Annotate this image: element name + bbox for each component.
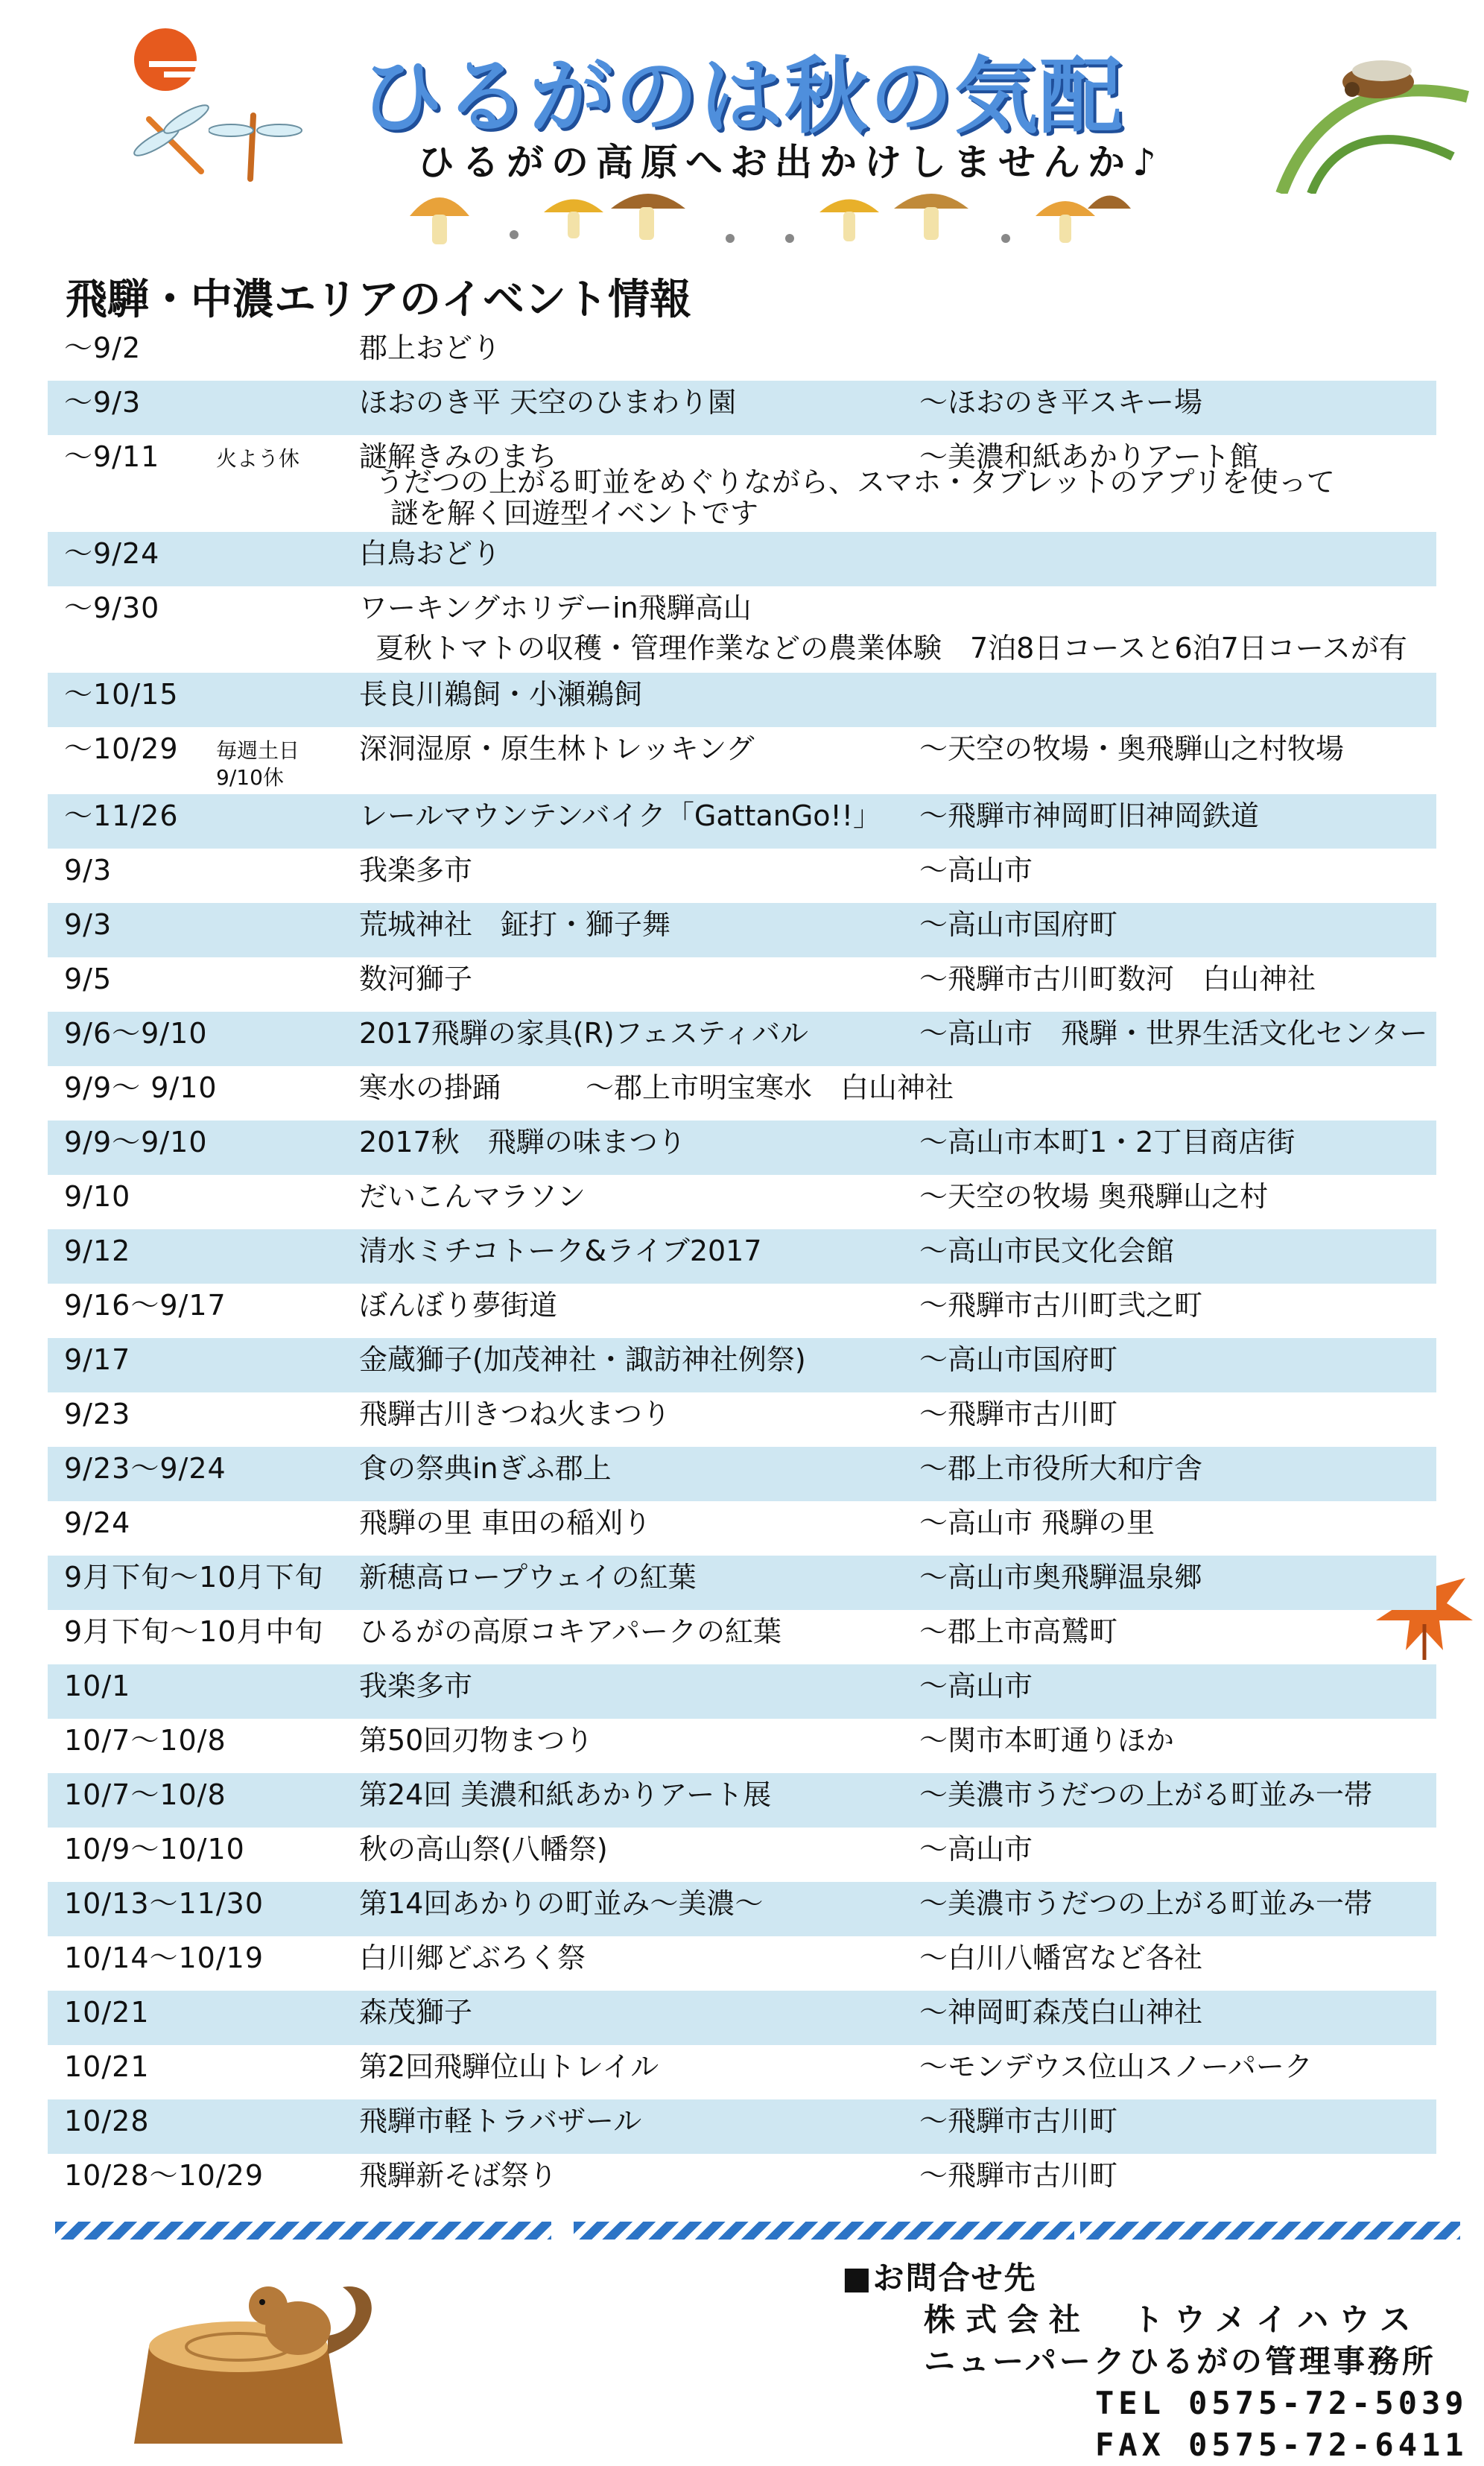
event-name: 謎解きみのまち (359, 440, 558, 473)
event-name: 2017飛騨の家具(R)フェスティバル (359, 1017, 809, 1050)
event-name: 白鳥おどり (359, 537, 501, 570)
table-row (48, 1012, 1436, 1066)
event-location: ～高山市本町1・2丁目商店街 (919, 1126, 1296, 1158)
table-row (48, 586, 1436, 673)
event-location: ～美濃和紙あかりアート館 (919, 440, 1258, 473)
event-name: 我楽多市 (359, 1670, 473, 1702)
event-location: ～高山市 (919, 854, 1033, 887)
event-date: 9/5 (64, 963, 112, 995)
event-location: ～飛騨市神岡町旧神岡鉄道 (919, 799, 1260, 832)
table-row (48, 794, 1436, 849)
event-date: 10/9～10/10 (64, 1833, 245, 1866)
event-location: ～天空の牧場・奥飛騨山之村牧場 (919, 732, 1345, 765)
event-date: 10/28 (64, 2105, 150, 2137)
event-date: 9/16～9/17 (64, 1289, 226, 1322)
table-row (48, 1338, 1436, 1392)
table-row (48, 903, 1436, 957)
divider-stripe (574, 2222, 1074, 2240)
event-date: 9/3 (64, 908, 112, 941)
event-name: 第50回刃物まつり (359, 1724, 594, 1757)
table-row (48, 1392, 1436, 1447)
contact-tel: TEL 0575-72-5039 (1095, 2385, 1468, 2421)
mushroom-icon (402, 179, 1132, 253)
event-name: 飛騨の里 車田の稲刈り (359, 1506, 652, 1539)
table-row (48, 1936, 1436, 1991)
table-row (48, 1284, 1436, 1338)
table-row (48, 1556, 1436, 1610)
event-name: 金蔵獅子(加茂神社・諏訪神社例祭) (359, 1343, 806, 1376)
event-name: 第2回飛騨位山トレイル (359, 2050, 659, 2083)
event-date: ～11/26 (64, 799, 179, 832)
event-location: ～関市本町通りほか (919, 1724, 1175, 1757)
table-row (48, 381, 1436, 435)
table-row (48, 2045, 1436, 2099)
event-date: 9月下旬～10月下旬 (64, 1561, 324, 1594)
contact-company: 株式会社 トウメイハウス (924, 2301, 1421, 2338)
event-date: 9/17 (64, 1343, 131, 1376)
event-date: ～9/30 (64, 592, 160, 624)
event-location: ～郡上市高鷲町 (919, 1615, 1118, 1648)
table-row (48, 1991, 1436, 2045)
table-row (48, 1175, 1436, 1229)
event-name: 郡上おどり (359, 332, 501, 364)
event-name: 飛騨新そば祭り (359, 2159, 558, 2192)
table-row (48, 326, 1436, 381)
event-name: 森茂獅子 (359, 1996, 473, 2029)
event-date: 10/7～10/8 (64, 1724, 226, 1757)
event-name: ほおのき平 天空のひまわり園 (359, 386, 737, 419)
event-location: ～飛騨市古川町 (919, 1398, 1118, 1430)
section-title: 飛騨・中濃エリアのイベント情報 (66, 276, 691, 324)
event-name: 飛騨市軽トラバザール (359, 2105, 642, 2137)
event-location: ～神岡町森茂白山神社 (919, 1996, 1203, 2029)
event-date: ～10/29 (64, 732, 179, 765)
event-date: 9/6～9/10 (64, 1017, 208, 1050)
event-date: ～9/24 (64, 537, 160, 570)
table-row (48, 2099, 1436, 2154)
event-date: 9月下旬～10月中旬 (64, 1615, 324, 1648)
contact-office: ニューパークひるがの管理事務所 (924, 2343, 1436, 2380)
event-location: ～飛騨市古川町数河 白山神社 (919, 963, 1316, 995)
event-name: 清水ミチコトーク&ライブ2017 (359, 1234, 762, 1267)
event-table (48, 326, 1436, 2208)
event-location: ～高山市奥飛騨温泉郷 (919, 1561, 1203, 1594)
event-date: ～9/11 (64, 440, 160, 473)
event-location: ～白川八幡宮など各社 (919, 1942, 1203, 1974)
event-date: 10/1 (64, 1670, 131, 1702)
event-name: 新穂高ロープウェイの紅葉 (359, 1561, 697, 1594)
event-date: 9/23 (64, 1398, 131, 1430)
event-date: 9/12 (64, 1234, 131, 1267)
event-date: ～9/3 (64, 386, 142, 419)
event-note: 火よう休 (216, 446, 300, 471)
event-location: ～飛騨市古川町 (919, 2105, 1118, 2137)
event-date: ～10/15 (64, 678, 179, 711)
event-date: 10/13～11/30 (64, 1887, 264, 1920)
event-location: ～美濃市うだつの上がる町並み一帯 (919, 1887, 1373, 1920)
event-date: 10/21 (64, 2050, 150, 2083)
event-location: ～飛騨市古川町 (919, 2159, 1118, 2192)
event-location: ～モンデウス位山スノーパーク (919, 2050, 1313, 2083)
squirrel-icon (216, 2265, 380, 2362)
event-description: 夏秋トマトの収穫・管理作業などの農業体験 7泊8日コースと6泊7日コースが有 (375, 632, 1407, 665)
event-date: 9/24 (64, 1506, 131, 1539)
event-location: ～高山市 (919, 1833, 1033, 1866)
event-location: ～高山市 飛騨・世界生活文化センター (919, 1017, 1428, 1050)
table-row (48, 1121, 1436, 1175)
event-location: ～天空の牧場 奥飛騨山之村 (919, 1180, 1269, 1213)
event-name: 白川郷どぶろく祭 (359, 1942, 586, 1974)
event-name: ひるがの高原コキアパークの紅葉 (359, 1615, 781, 1648)
event-date: 9/10 (64, 1180, 131, 1213)
event-location: ～美濃市うだつの上がる町並み一帯 (919, 1778, 1373, 1811)
event-name: 2017秋 飛騨の味まつり (359, 1126, 686, 1158)
table-row (48, 849, 1436, 903)
event-location: ～高山市 飛騨の里 (919, 1506, 1155, 1539)
table-row (48, 1610, 1436, 1664)
event-date: 9/9～ 9/10 (64, 1071, 218, 1104)
event-date: 9/23～9/24 (64, 1452, 226, 1485)
table-row (48, 1664, 1436, 1719)
event-location: ～高山市国府町 (919, 908, 1118, 941)
event-date: 9/3 (64, 854, 112, 887)
divider-stripe (55, 2222, 551, 2240)
event-name: 荒城神社 鉦打・獅子舞 (359, 908, 671, 941)
event-name: 深洞湿原・原生林トレッキング (359, 732, 755, 765)
divider-stripe (1080, 2222, 1460, 2240)
event-name: ワーキングホリデーin飛騨高山 (359, 592, 752, 624)
table-row (48, 1882, 1436, 1936)
table-row (48, 727, 1436, 794)
event-location: ～高山市国府町 (919, 1343, 1118, 1376)
event-name: ぼんぼり夢街道 (359, 1289, 558, 1322)
event-location: ～飛騨市古川町弐之町 (919, 1289, 1203, 1322)
event-name: 寒水の掛踊 ～郡上市明宝寒水 白山神社 (359, 1071, 954, 1104)
table-row (48, 435, 1436, 532)
table-row (48, 1773, 1436, 1828)
event-name: レールマウンテンバイク「GattanGo!!」 (359, 799, 881, 832)
table-row (48, 532, 1436, 586)
event-location: ～高山市 (919, 1670, 1033, 1702)
contact-fax: FAX 0575-72-6411 (1095, 2427, 1468, 2463)
event-description: うだつの上がる町並をめぐりながら、スマホ・タブレットのアプリを使って (375, 466, 1335, 498)
event-date: 9/9～9/10 (64, 1126, 208, 1158)
event-date: 10/14～10/19 (64, 1942, 264, 1974)
table-row (48, 1229, 1436, 1284)
event-date: ～9/2 (64, 332, 142, 364)
event-location: ～ほおのき平スキー場 (919, 386, 1203, 419)
event-location: ～郡上市役所大和庁舎 (919, 1452, 1203, 1485)
table-row (48, 1447, 1436, 1501)
table-row (48, 2154, 1436, 2208)
contact-heading: ■お問合せ先 (842, 2260, 1037, 2296)
event-date: 10/7～10/8 (64, 1778, 226, 1811)
table-row (48, 1828, 1436, 1882)
event-name: 飛騨古川きつね火まつり (359, 1398, 671, 1430)
event-description: 謎を解く回遊型イベントです (390, 497, 759, 530)
event-location: ～高山市民文化会館 (919, 1234, 1175, 1267)
table-row (48, 1066, 1436, 1121)
page-subtitle: ひるがの高原へお出かけしませんか♪ (417, 141, 1164, 184)
event-name: 第14回あかりの町並み～美濃～ (359, 1887, 764, 1920)
table-row (48, 673, 1436, 727)
page-title: ひるがのは秋の気配 (360, 48, 1124, 145)
event-name: 我楽多市 (359, 854, 473, 887)
event-name: だいこんマラソン (359, 1180, 586, 1213)
event-date: 10/21 (64, 1996, 150, 2029)
table-row (48, 957, 1436, 1012)
event-name: 第24回 美濃和紙あかりアート展 (359, 1778, 772, 1811)
event-name: 数河獅子 (359, 963, 473, 995)
event-name: 秋の高山祭(八幡祭) (359, 1833, 608, 1866)
table-row (48, 1719, 1436, 1773)
event-note: 毎週土日 9/10休 (216, 738, 300, 790)
contact-block (842, 2257, 1468, 2466)
table-row (48, 1501, 1436, 1556)
event-date: 10/28～10/29 (64, 2159, 264, 2192)
event-name: 食の祭典inぎふ郡上 (359, 1452, 612, 1485)
event-name: 長良川鵜飼・小瀬鵜飼 (359, 678, 643, 711)
